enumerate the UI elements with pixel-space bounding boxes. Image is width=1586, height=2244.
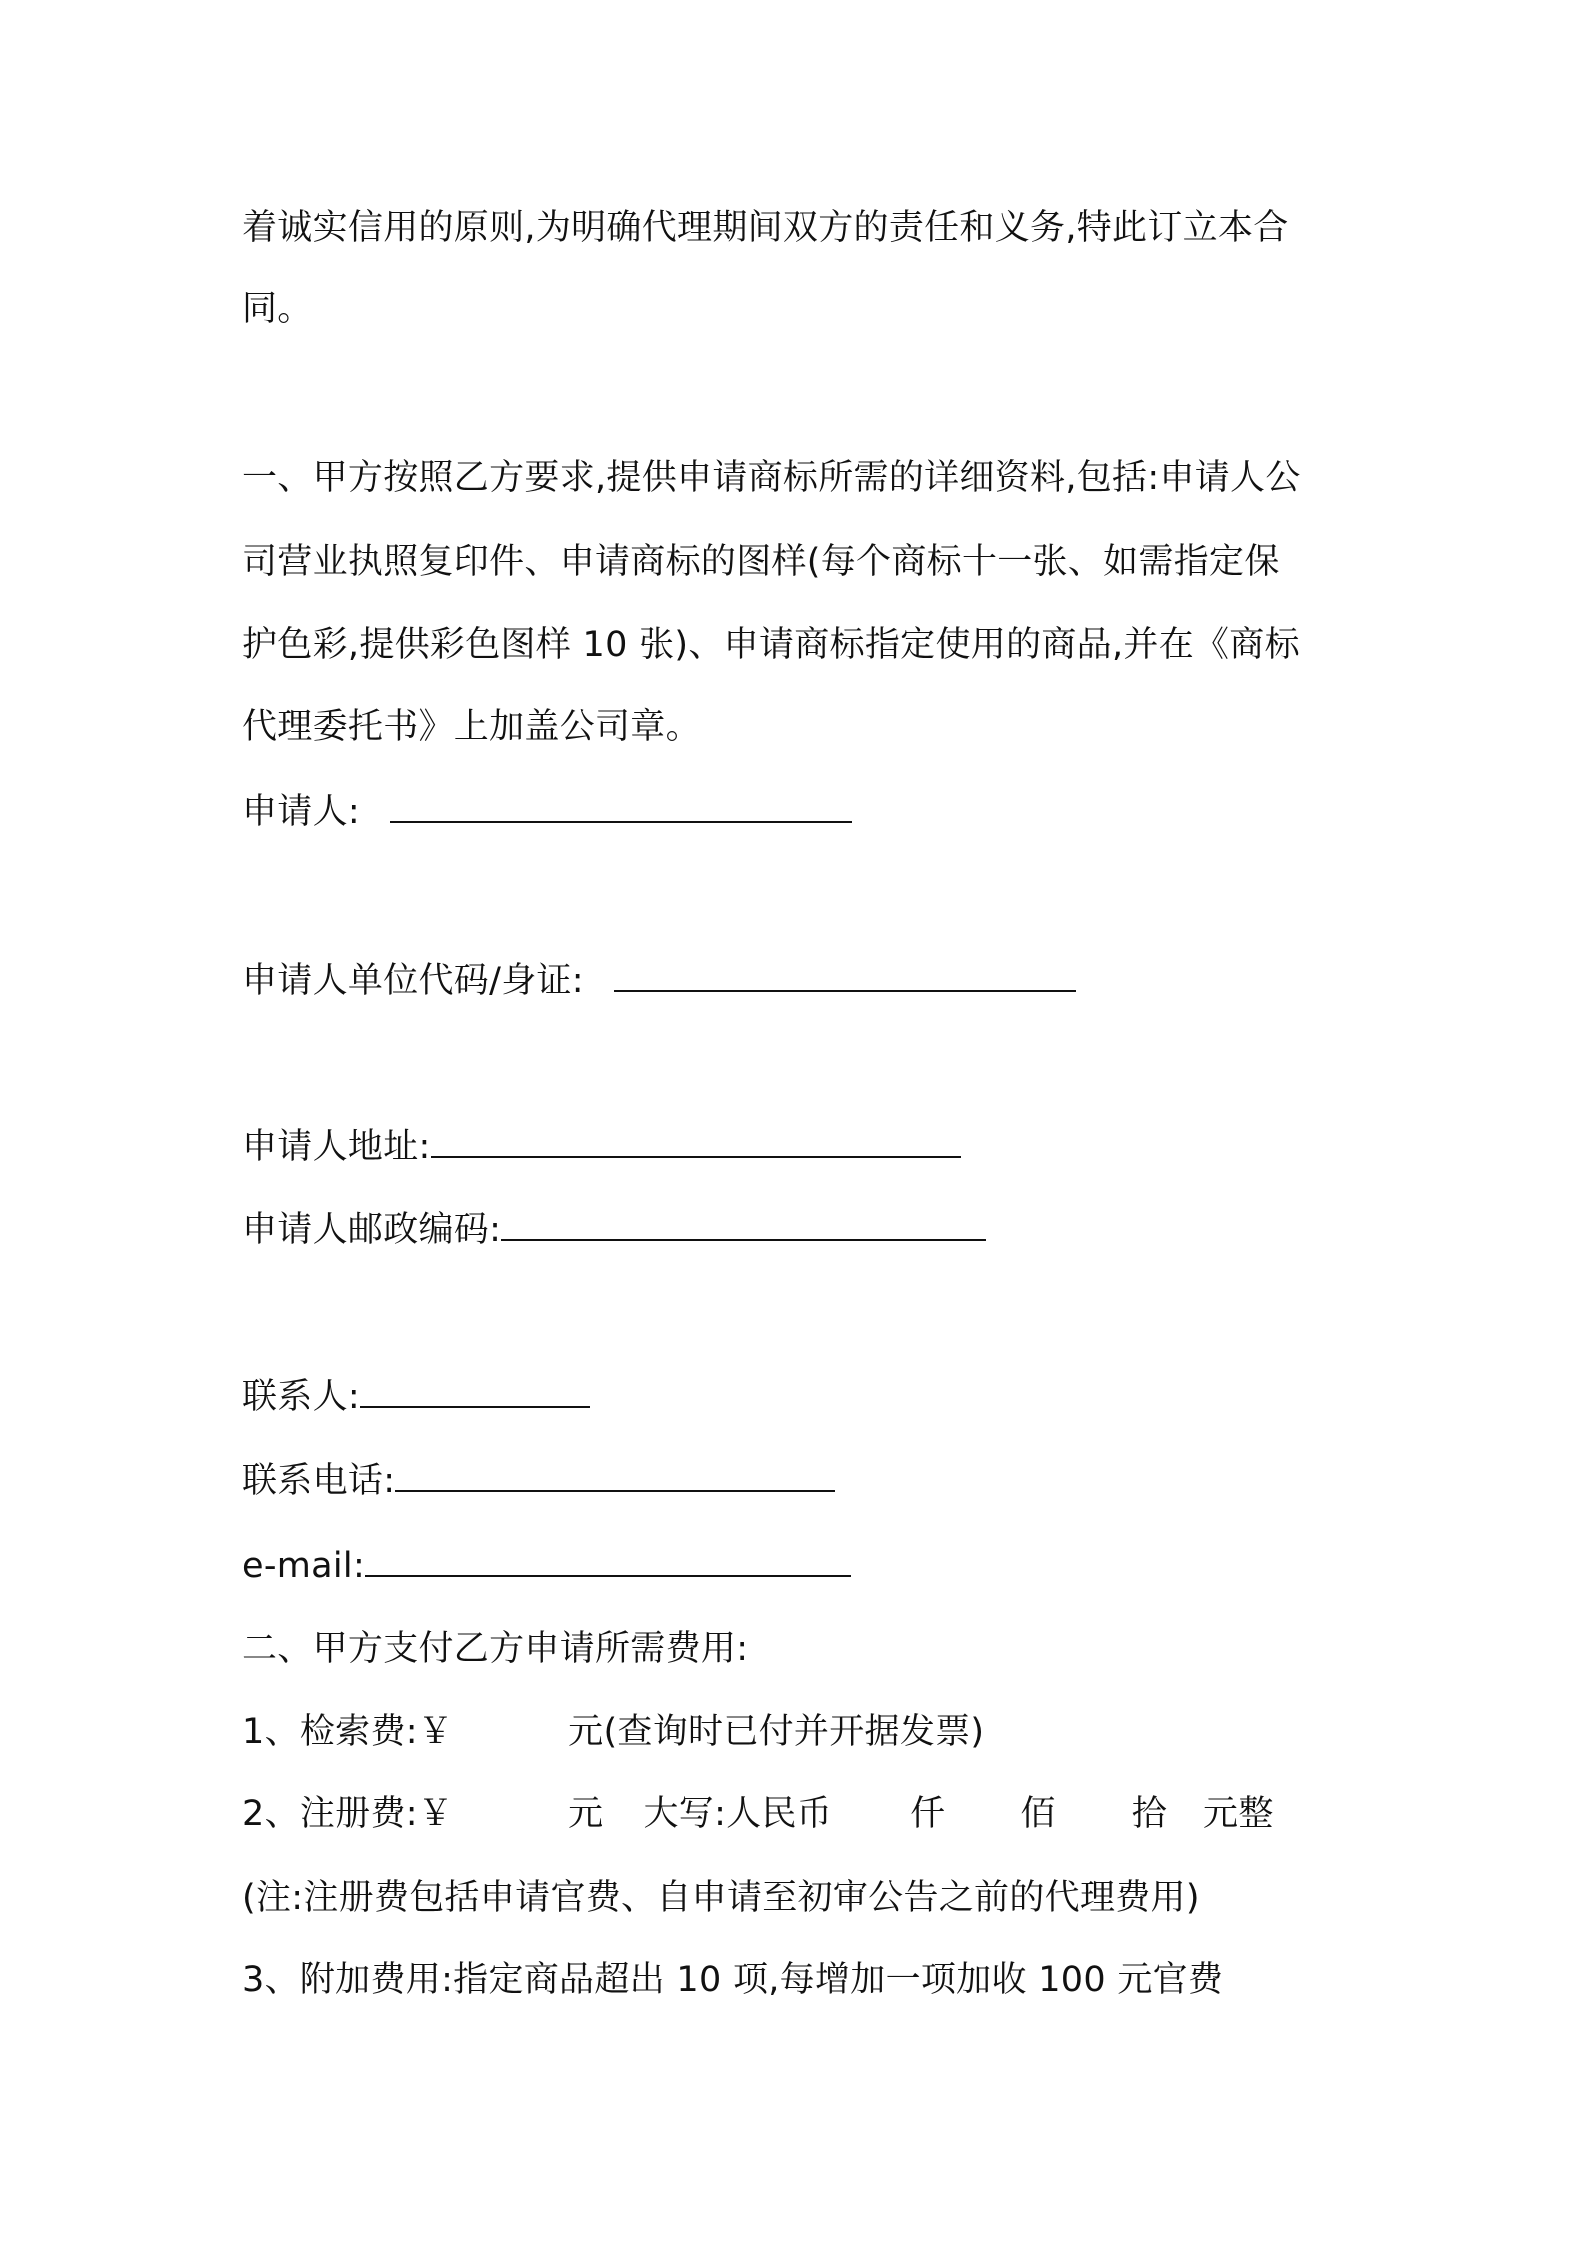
applicant-postcode-blank[interactable] [501, 1209, 986, 1241]
fee2-label: 2、注册费:￥ [242, 1794, 454, 1834]
fee2-qian: 仟 [910, 1794, 946, 1834]
email-field [242, 1544, 851, 1588]
intro-line-1: 着诚实信用的原则,为明确代理期间双方的责任和义务,特此订立本合 [242, 208, 1289, 248]
fee1-line [242, 1710, 984, 1754]
contact-field [242, 1375, 590, 1419]
fee1-unit: 元(查询时已付并开据发票) [568, 1712, 985, 1752]
contact-label: 联系人: [242, 1377, 360, 1417]
fee2-capital-label: 大写:人民币 [643, 1794, 833, 1834]
contact-phone-blank[interactable] [395, 1460, 835, 1492]
fee2-shi: 拾 [1131, 1794, 1168, 1834]
applicant-blank[interactable] [390, 791, 852, 823]
clause1-line-2: 司营业执照复印件、申请商标的图样(每个商标十一张、如需指定保 [242, 542, 1280, 582]
applicant-code-blank[interactable] [614, 960, 1076, 992]
applicant-field [242, 790, 852, 834]
intro-line-2: 同。 [242, 289, 313, 329]
email-blank[interactable] [365, 1545, 851, 1577]
applicant-label: 申请人: [242, 792, 360, 832]
clause1-line-3: 护色彩,提供彩色图样 10 张)、申请商标指定使用的商品,并在《商标 [242, 625, 1300, 665]
fee2-yuan-zheng: 元整 [1203, 1794, 1274, 1834]
applicant-postcode-label: 申请人邮政编码: [242, 1210, 502, 1250]
clause1-line-4: 代理委托书》上加盖公司章。 [242, 707, 701, 747]
contact-phone-field [242, 1459, 835, 1503]
applicant-code-field [242, 959, 1076, 1003]
fee-note: (注:注册费包括申请官费、自申请至初审公告之前的代理费用) [242, 1878, 1200, 1918]
applicant-postcode-field [242, 1208, 986, 1252]
fee2-unit: 元 [568, 1794, 604, 1834]
contact-blank[interactable] [360, 1376, 590, 1408]
fee1-label: 1、检索费:￥ [242, 1712, 454, 1752]
applicant-address-field [242, 1125, 961, 1169]
email-label: e-mail: [242, 1546, 366, 1586]
fee2-line [242, 1792, 1274, 1836]
applicant-address-blank[interactable] [431, 1126, 961, 1158]
contact-phone-label: 联系电话: [242, 1461, 396, 1501]
applicant-address-label: 申请人地址: [242, 1127, 431, 1167]
fee2-bai: 佰 [1020, 1794, 1056, 1834]
clause2-heading: 二、甲方支付乙方申请所需费用: [242, 1629, 749, 1669]
fee3-line: 3、附加费用:指定商品超出 10 项,每增加一项加收 100 元官费 [242, 1960, 1224, 2000]
clause1-line-1: 一、甲方按照乙方要求,提供申请商标所需的详细资料,包括:申请人公 [242, 458, 1301, 498]
applicant-code-label: 申请人单位代码/身证: [242, 961, 584, 1001]
